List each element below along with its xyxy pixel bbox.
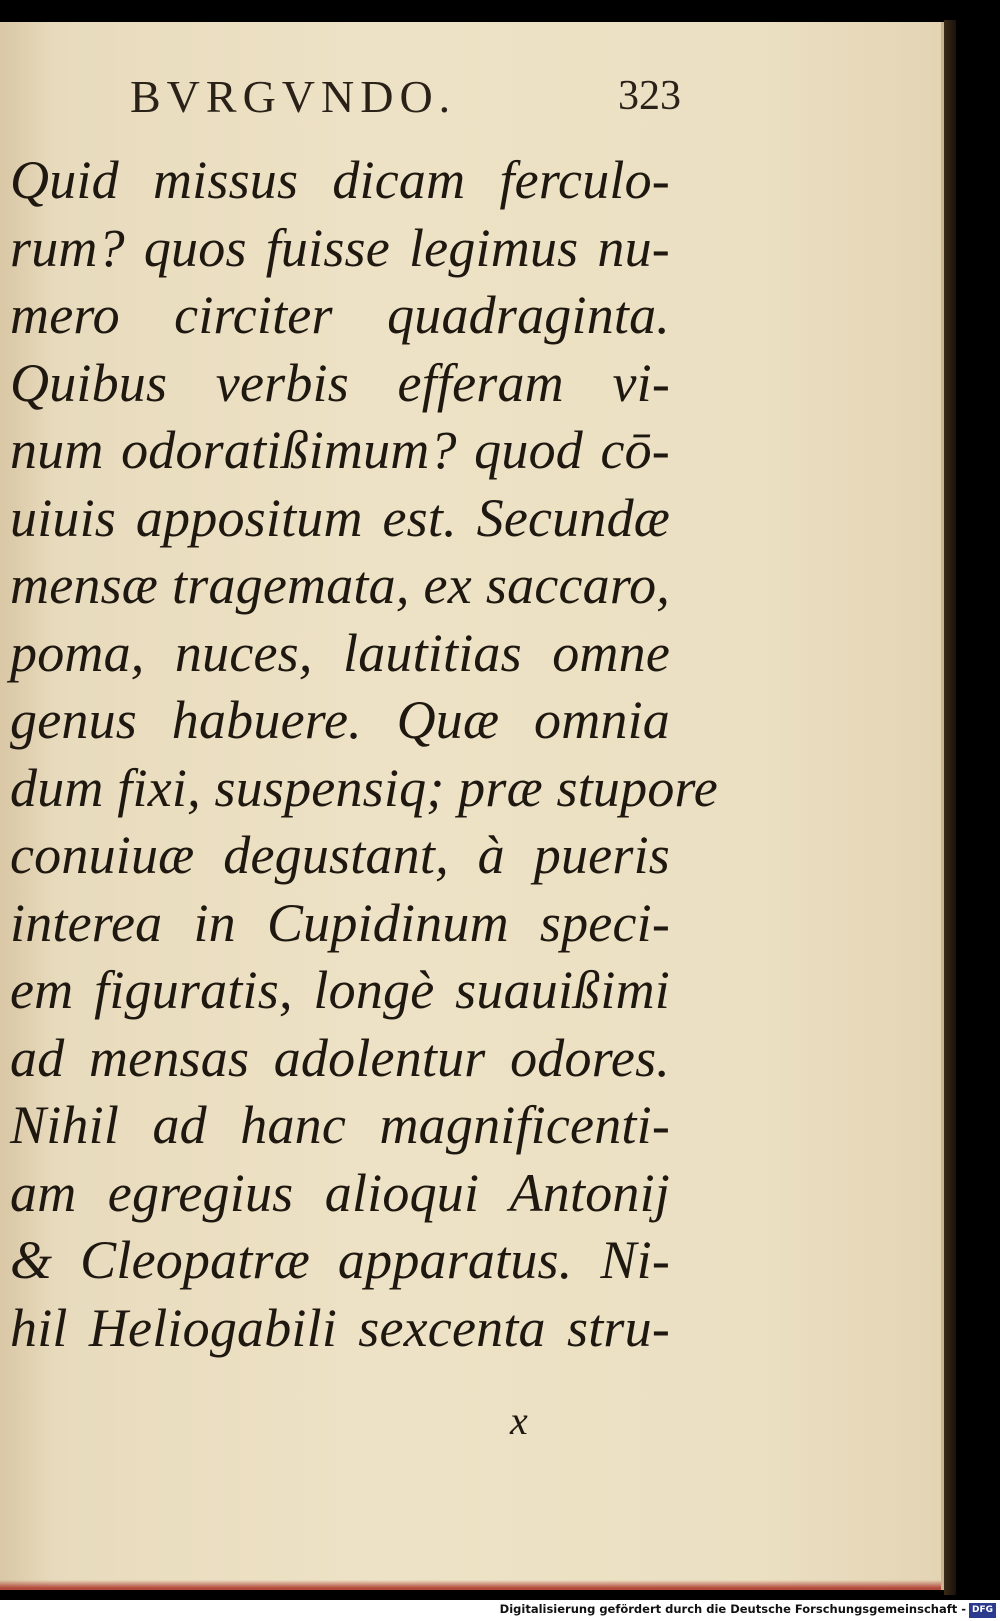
text-line: ad mensas adolentur odores. (10, 1027, 670, 1088)
text-line: genus habuere. Quæ omnia (10, 690, 670, 750)
text-line: Quid missus dicam ferculo- (10, 150, 670, 210)
text-line: mensæ tragemata, ex saccaro, (10, 555, 670, 615)
text-line: Quibus verbis efferam vi- (10, 352, 670, 413)
text-line: mero circiter quadraginta. (10, 285, 670, 345)
page-number: 323 (618, 73, 681, 119)
catchword: x (510, 1398, 528, 1443)
dfg-logo-icon: DFG (969, 1603, 996, 1618)
body-text (10, 147, 718, 1362)
text-line: am egregius alioqui Antonij (10, 1162, 670, 1223)
text-line: num odoratißimum? quod cō- (10, 420, 670, 480)
text-line: hil Heliogabili sexcenta stru- (10, 1297, 670, 1358)
text-line: & Cleopatræ apparatus. Ni- (10, 1230, 670, 1290)
text-line: em figuratis, longè suauißimi (10, 960, 670, 1020)
funding-credit: Digitalisierung gefördert durch die Deutsche Forschungsgemeinschaft - (499, 1602, 966, 1616)
text-line: uiuis appositum est. Secundæ (10, 487, 670, 548)
text-line: rum? quos fuisse legimus nu- (10, 217, 670, 278)
running-title: BVRGVNDO. (130, 71, 457, 122)
text-line: Nihil ad hanc magnificenti- (10, 1095, 670, 1155)
book-page (0, 22, 944, 1590)
digitization-footer (0, 1600, 1000, 1621)
running-head (130, 70, 690, 140)
text-line: dum fixi, suspensiq; præ stupore (10, 757, 718, 818)
text-line: poma, nuces, lautitias omne (10, 622, 670, 683)
text-line: conuiuæ degustant, à pueris (10, 825, 670, 885)
book-edge-shadow (944, 20, 956, 1595)
text-line: interea in Cupidinum speci- (10, 892, 670, 953)
